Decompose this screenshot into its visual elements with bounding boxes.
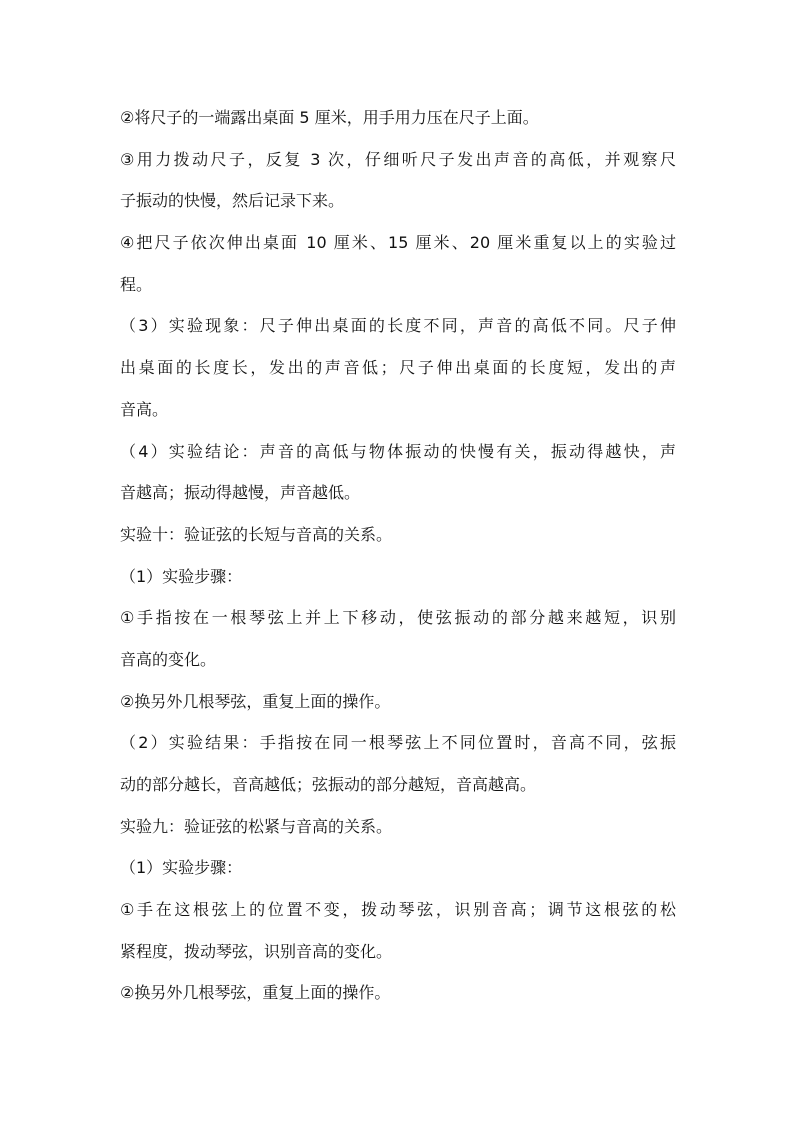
text-line: ②将尺子的一端露出桌面 5 厘米，用手用力压在尺子上面。 [120,108,539,127]
section-heading: 实验十：验证弦的长短与音高的关系。 [120,524,393,544]
text-line: 子振动的快慢，然后记录下来。 [120,191,345,211]
section-heading: 实验九：验证弦的松紧与音高的关系。 [120,816,393,836]
text-line: 紧程度，拨动琴弦，识别音高的变化。 [120,941,393,961]
text-line: （3）实验现象：尺子伸出桌面的长度不同，声音的高低不同。尺子伸 [120,316,676,336]
text-line: ④把尺子依次伸出桌面 10 厘米、15 厘米、20 厘米重复以上的实验过 [120,233,676,253]
subsection-heading: （1）实验步骤： [120,858,243,878]
text-line: 音越高；振动得越慢，声音越低。 [120,483,361,503]
text-line: ①手在这根弦上的位置不变，拨动琴弦，识别音高；调节这根弦的松 [120,900,676,920]
text-line: ③用力拨动尺子，反复 3 次，仔细听尺子发出声音的高低，并观察尺 [120,149,676,169]
text-line: （2）实验结果：手指按在同一根琴弦上不同位置时，音高不同，弦振 [120,733,676,753]
text-line: 出桌面的长度长，发出的声音低；尺子伸出桌面的长度短，发出的声 [120,358,676,378]
text-line: （4）实验结论：声音的高低与物体振动的快慢有关，振动得越快，声 [120,441,676,461]
text-line: 动的部分越长，音高越低；弦振动的部分越短，音高越高。 [120,775,537,794]
text-line: ②换另外几根琴弦，重复上面的操作。 [120,691,391,711]
document-body [120,97,676,1014]
text-line: 音高。 [120,399,169,419]
subsection-heading: （1）实验步骤： [120,566,243,586]
text-line: 音高的变化。 [120,649,217,669]
text-line: ①手指按在一根琴弦上并上下移动，使弦振动的部分越来越短，识别 [120,608,676,628]
text-line: ②换另外几根琴弦，重复上面的操作。 [120,983,391,1003]
text-line: 程。 [120,274,153,294]
